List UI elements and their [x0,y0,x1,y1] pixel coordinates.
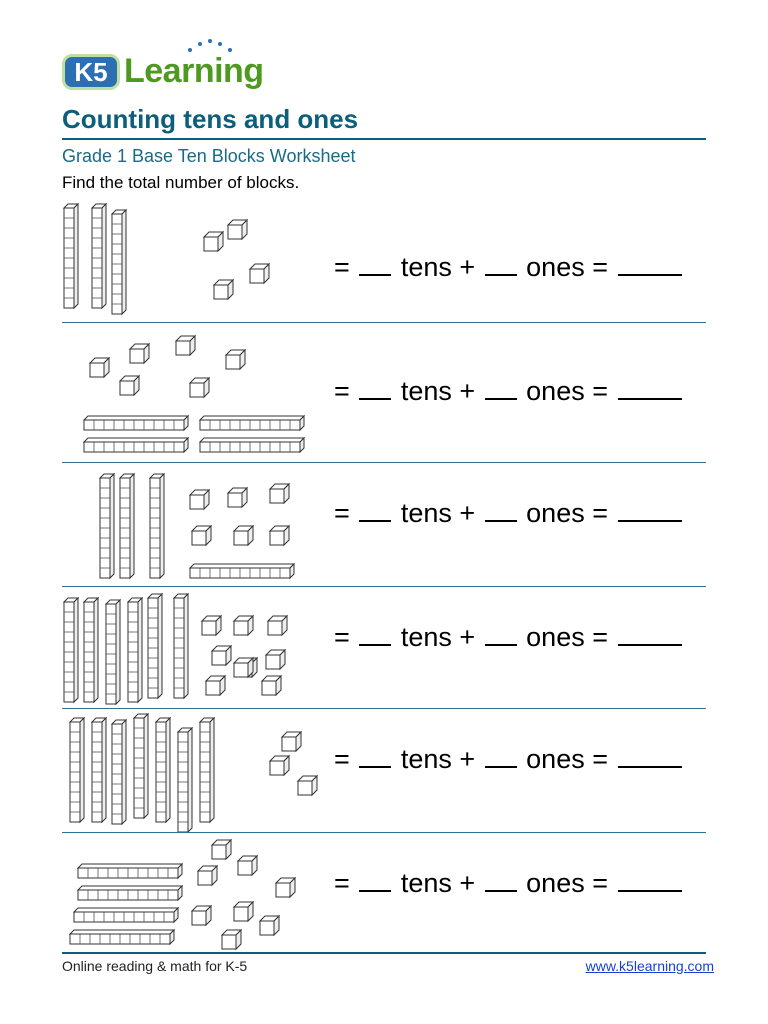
unit-cube [202,616,221,635]
ten-rod [120,474,134,578]
ten-rod [128,598,142,702]
base-ten-blocks-6 [62,834,322,952]
unit-cube [270,756,289,775]
ten-rod [84,416,188,430]
equation-1: = tens + ones = [334,252,684,283]
equation-5: = tens + ones = [334,744,684,775]
ten-rod [64,598,78,702]
ten-rod [190,564,294,578]
unit-cube [270,526,289,545]
footer-tagline: Online reading & math for K-5 [62,958,248,974]
logo-wordmark: Learning [124,52,264,90]
ten-rod [112,210,126,314]
unit-cube [266,650,285,669]
unit-cube [226,350,245,369]
base-ten-blocks-4 [62,588,322,708]
problem-divider [62,708,706,709]
instruction-text: Find the total number of blocks. [62,173,300,192]
unit-cube [234,616,253,635]
unit-cube [250,264,269,283]
ten-rod [200,718,214,822]
problem-1 [62,198,706,322]
unit-cube [212,840,231,859]
ten-rod [100,474,114,578]
ten-rod [92,718,106,822]
ten-rod [78,886,182,900]
unit-cube [192,906,211,925]
unit-cube [190,490,209,509]
answer-blank-1[interactable] [618,254,682,276]
title-divider [62,138,706,140]
unit-cube [268,616,287,635]
ten-rod [134,714,148,818]
unit-cube [176,336,195,355]
ten-rod [70,718,84,822]
problem-divider [62,322,706,323]
footer-website-link[interactable]: www.k5learning.com [585,958,714,974]
ten-rod [150,474,164,578]
problem-5 [62,710,706,832]
ten-rod [178,728,192,832]
problem-4 [62,588,706,708]
unit-cube [120,376,139,395]
problem-2 [62,324,706,462]
problem-6 [62,834,706,952]
equation-6: = tens + ones = [334,868,684,899]
base-ten-blocks-2 [62,324,322,462]
unit-cube [234,658,253,677]
ten-rod [148,594,162,698]
unit-cube [238,856,257,875]
unit-cube [262,676,281,695]
equation-3: = tens + ones = [334,498,684,529]
answer-blank-5[interactable] [618,746,682,768]
ten-rod [112,720,126,824]
ten-rod [64,204,78,308]
unit-cube [234,526,253,545]
unit-cube [234,902,253,921]
unit-cube [212,646,231,665]
ten-rod [200,416,304,430]
base-ten-blocks-3 [62,464,322,586]
unit-cube [192,526,211,545]
unit-cube [282,732,301,751]
unit-cube [130,344,149,363]
unit-cube [298,776,317,795]
problem-divider [62,832,706,833]
answer-blank-6[interactable] [618,870,682,892]
unit-cube [214,280,233,299]
ten-rod [74,908,178,922]
unit-cube [222,930,241,949]
ten-rod [106,600,120,704]
ten-rod [92,204,106,308]
answer-blank-3[interactable] [618,500,682,522]
footer-divider [62,952,706,954]
unit-cube [190,378,209,397]
problem-divider [62,462,706,463]
unit-cube [204,232,223,251]
ten-rod [84,438,188,452]
ten-rod [174,594,188,698]
unit-cube [228,220,247,239]
ten-rod [200,438,304,452]
unit-cube [198,866,217,885]
problem-divider [62,586,706,587]
base-ten-blocks-1 [62,198,322,322]
unit-cube [260,916,279,935]
unit-cube [228,488,247,507]
unit-cube [270,484,289,503]
answer-blank-2[interactable] [618,378,682,400]
ten-rod [156,718,170,822]
unit-cube [206,676,225,695]
unit-cube [276,878,295,897]
unit-cube [90,358,109,377]
ten-rod [78,864,182,878]
page-title: Counting tens and ones [62,104,359,134]
k5-learning-logo [60,36,264,96]
worksheet-subtitle: Grade 1 Base Ten Blocks Worksheet [62,146,356,166]
base-ten-blocks-5 [62,710,322,832]
logo-badge: K5 [62,54,120,90]
logo-stars-icon [180,36,240,56]
answer-blank-4[interactable] [618,624,682,646]
equation-4: = tens + ones = [334,622,684,653]
ten-rod [84,598,98,702]
problem-3 [62,464,706,586]
ten-rod [70,930,174,944]
equation-2: = tens + ones = [334,376,684,407]
